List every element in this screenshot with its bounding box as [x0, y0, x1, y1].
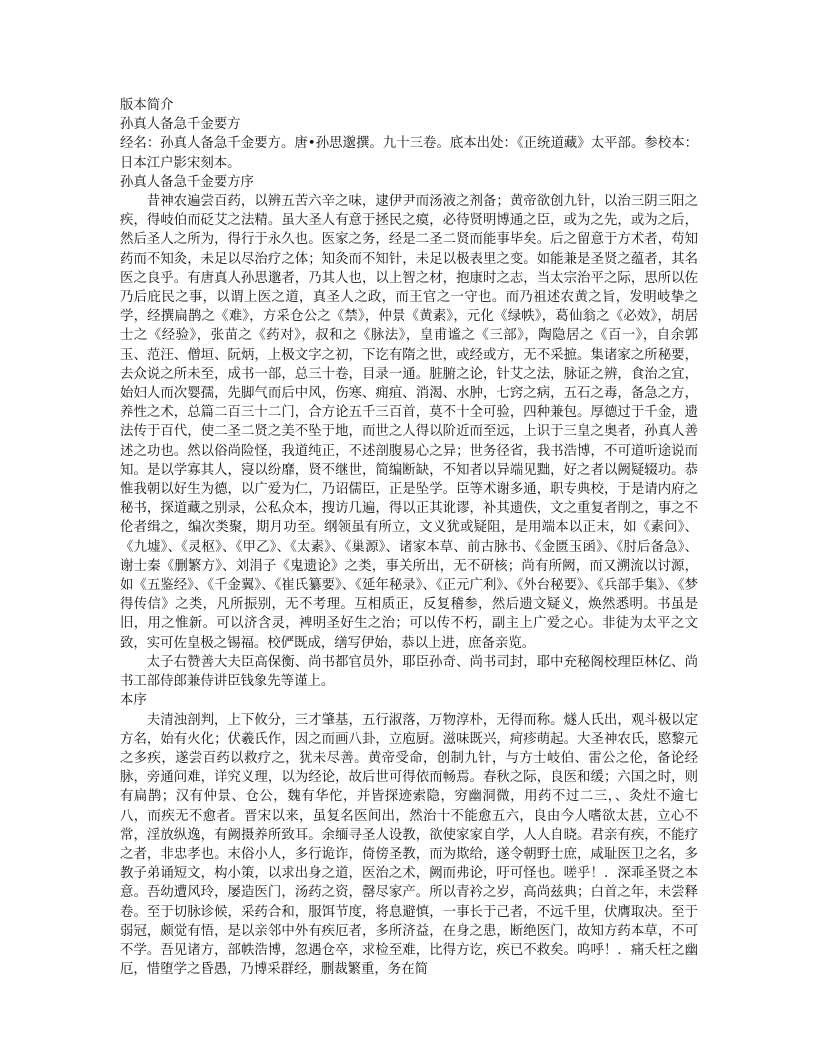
- preface-paragraph-2: 太子右赞善大夫臣高保衡、尚书都官员外，耶臣孙奇、尚书司封，耶中充秘阁校理臣林亿、尚书工部侍郎兼侍讲臣钱象先等谨上。: [120, 654, 698, 690]
- book-title: 孙真人备急千金要方: [120, 117, 241, 133]
- main-preface-paragraph-1: 夫清浊剖判，上下攸分，三才肇基，五行淑落，万物淳朴，无得而称。燧人氏出，观斗极以定方名，始有火化；伏羲氏作，因之而画八卦，立庖厨。滋味既兴，疴疹萌起。大圣神农氏，愍黎元之多疾，遂尝百药以救疗之，犹未尽善。黄帝受命，创制九针，与方士岐伯、雷公之伦，备论经脉，旁通问难，详究义理，以为经论，故后世可得依而畅焉。春秋之际，良医和缓；六国之时，则有扁鹊；汉有仲景、仓公，魏有华佗，并皆探迹索隐，穷幽洞微，用药不过二三，、灸灶不逾七八，而疾无不愈者。晋宋以来，虽复名医间出，然治十不能愈五六，良由今人嗜欲太甚，立心不常，淫放纵逸，有阙摄养所致耳。余缅寻圣人设教，欲使家家自学，人人自晓。君亲有疾，不能疗之者，非忠孝也。末俗小人，多行诡诈，倚傍圣教，而为欺给，遂令朝野士庶，咸耻医卫之名，多教子弟诵短文，构小策，以求出身之道，医治之术，阙而弗论，吁可怪也。嗟乎！．深乖圣贤之本意。吾幼遭风玲，屡造医门，汤药之资，罄尽家产。所以青衿之岁，高尚兹典；白首之年，未尝释卷。至于切脉诊候，采药合和，服饵节度，将息避慎，一事长于己者，不远千里，伏膺取决。至于弱冠，颇觉有悟，是以亲邻中外有疾厄者，多所济益，在身之患，断绝医门，故知方药本草，不可不学。吾见诸方，部帙浩博，忽遇仓卒，求检至难，比得方讫，疾已不救矣。呜呼！．痛夭枉之幽厄，惜堕学之昏愚，乃博采群经，删裁繁重，务在简: [120, 712, 698, 978]
- main-preface-title: 本序: [120, 693, 147, 709]
- preface-title: 孙真人备急千金要方序: [120, 174, 254, 190]
- document-page: [120, 96, 698, 979]
- section-label: 版本简介: [120, 98, 174, 113]
- edition-intro: 经名：孙真人备急千金要方。唐•孙思邈撰。九十三卷。底本出处：《正统道藏》太平部。参校本：日本江户影宋刻本。: [120, 136, 698, 171]
- preface-paragraph-1: 昔神农遍尝百药，以辨五苦六辛之味，逮伊尹而汤液之剂备；黄帝欲创九针，以治三阴三阳之疾，得岐伯而砭艾之法精。虽大圣人有意于拯民之瘼，必待贤明博通之臣，或为之先，或为之后，然后圣人之所为，得行于永久也。医家之务，经是二圣二贤而能事毕矣。后之留意于方术者，苟知药而不知灸，未足以尽治疗之体；知灸而不知针，未足以极表里之变。如能兼是圣贤之蕴者，其名医之良乎。有唐真人孙思邈者，乃其人也，以上智之材，抱康时之志，当太宗治平之际，思所以佐乃后庇民之事，以谓上医之道，真圣人之政，而王官之一守也。而乃祖述农黄之旨，发明岐挚之学，经撰扁鹊之《难》，方采仓公之《禁》，仲景《黄素》，元化《绿帙》，葛仙翁之《必效》，胡居士之《经验》，张苗之《药对》，叔和之《脉法》，皇甫谧之《三部》，陶隐居之《百一》，自余郭玉、范汪、僧垣、阮炳，上极文字之初，下讫有隋之世，或经或方，无不采摭。集诸家之所秘要，去众说之所未至，成书一部，总三十卷，目录一通。脏腑之论，针艾之法，脉证之辨，食治之宜，始妇人而次婴孺，先脚气而后中风，伤寒、痈疽、消渴、水肿，七窍之病，五石之毒，备急之方，养性之术，总篇二百三十二门，合方论五千三百首，莫不十全可验，四种兼包。厚德过于千金，遗法传于百代，使二圣二贤之美不坠于地，而世之人得以阶近而至远，上识于三皇之奥者，孙真人善述之功也。然以俗尚险怪，我道纯正，不述剖腹易心之异；世务径省，我书浩博，不可道听途说而知。是以学寡其人，寖以纷靡，贤不继世，简编断缺，不知者以异端见黜，好之者以阙疑辍功。恭惟我朝以好生为德，以广爱为仁，乃诏儒臣，正是坠学。臣等术谢多通，职专典校，于是请内府之秘书，探道藏之别录，公私众本，搜访几遍，得以正其讹谬，补其遗佚，文之重复者削之，事之不伦者缉之，编次类聚，期月功至。纲领虽有所立，文义犹或疑阻，是用端本以正末，如《素问》、《九墟》、《灵枢》、《甲乙》、《太素》、《巢源》、诸家本草、前古脉书、《金匮玉函》、《肘后备急》、谢士秦《删繁方》、刘涓子《鬼遗论》之类，事关所出，无不研核；尚有所阙，而又溯流以讨源，如《五鉴经》、《千金翼》、《崔氏纂要》、《延年秘录》、《正元广利》、《外台秘要》、《兵部手集》、《梦得传信》之类，凡所振别，无不考理。互相质正，反复稽参，然后遗文疑义，焕然悉明。书虽是旧，用之惟新。可以济含灵，裨明圣好生之治；可以传不朽，副主上广爱之心。非徒为太平之文致，实可佐皇极之锡福。校俨既成，缮写伊始，恭以上进，庶备亲览。: [120, 194, 698, 651]
